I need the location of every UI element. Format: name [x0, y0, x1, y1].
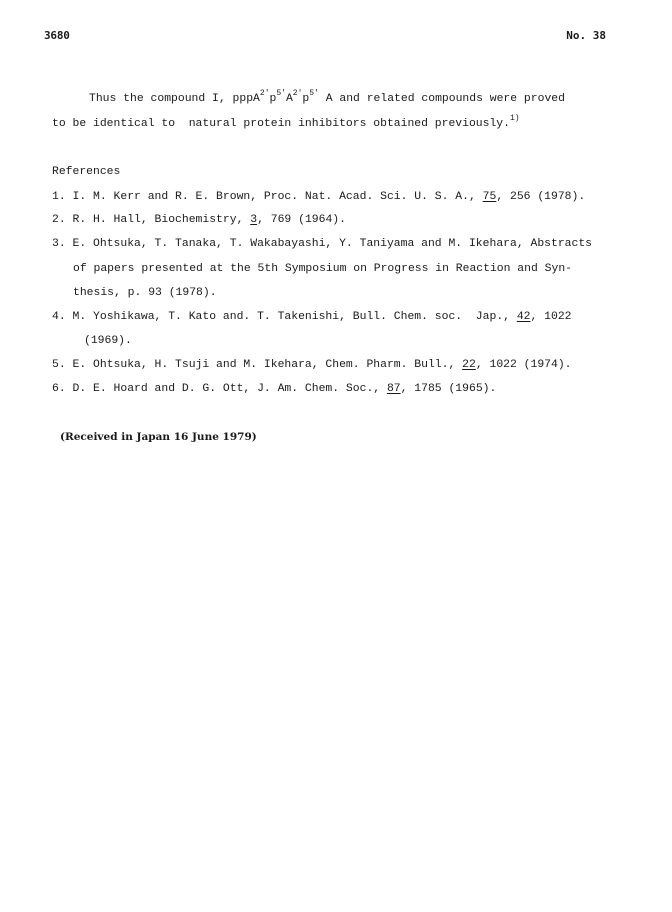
superscript: 2' [259, 89, 270, 98]
reference-item [52, 358, 572, 372]
superscript: 2' [292, 89, 303, 98]
reference-marker: 1) [509, 114, 520, 123]
paragraph-text: p [302, 93, 310, 105]
reference-text: D. E. Hoard and D. G. Ott, J. Am. Chem. Soc., [72, 383, 387, 395]
paragraph-line-2 [52, 114, 520, 131]
reference-volume: 42 [516, 311, 531, 323]
paragraph-line-1 [89, 89, 565, 106]
reference-item [52, 382, 496, 396]
paragraph-text: p [269, 93, 277, 105]
reference-text: , 1022 [530, 311, 572, 323]
reference-text: , 1785 (1965). [400, 383, 497, 395]
issue-number: No. 38 [566, 29, 606, 42]
reference-number: 4. [52, 311, 66, 323]
reference-volume: 3 [250, 214, 258, 226]
reference-text: E. Ohtsuka, T. Tanaka, T. Wakabayashi, Y. Taniyama and M. Ikehara, Abstracts [72, 238, 593, 250]
reference-item-continuation: of papers presented at the 5th Symposium on Progress in Reaction and Syn- [73, 263, 572, 275]
reference-number: 6. [52, 383, 66, 395]
reference-text: , 1022 (1974). [475, 359, 572, 371]
reference-text: I. M. Kerr and R. E. Brown, Proc. Nat. Acad. Sci. U. S. A., [72, 191, 483, 203]
references-heading: References [52, 166, 121, 178]
reference-text: R. H. Hall, Biochemistry, [72, 214, 251, 226]
reference-item [52, 190, 585, 204]
reference-number: 1. [52, 191, 66, 203]
paragraph-text: A [285, 93, 293, 105]
reference-item-continuation: thesis, p. 93 (1978). [73, 287, 217, 299]
reference-item [52, 310, 572, 324]
reference-number: 5. [52, 359, 66, 371]
superscript: 5' [309, 89, 319, 98]
reference-text: E. Ohtsuka, H. Tsuji and M. Ikehara, Chem. Pharm. Bull., [72, 359, 463, 371]
paragraph-text: to be identical to natural protein inhibitors obtained previously. [52, 118, 510, 130]
received-date: (Received in Japan 16 June 1979) [60, 431, 257, 443]
reference-volume: 22 [462, 359, 476, 371]
paragraph-text: Thus the compound I, pppA [89, 93, 260, 105]
reference-number: 3. [52, 238, 66, 250]
reference-item-continuation: (1969). [84, 335, 132, 347]
reference-text: , 256 (1978). [496, 191, 586, 203]
reference-item [52, 237, 592, 251]
reference-text: M. Yoshikawa, T. Kato and. T. Takenishi, Bull. Chem. soc. Jap., [72, 311, 517, 323]
page-number: 3680 [44, 29, 70, 42]
reference-volume: 87 [386, 383, 401, 395]
superscript: 5' [276, 89, 286, 98]
paragraph-text: A and related compounds were proved [325, 93, 565, 105]
reference-item [52, 213, 346, 227]
reference-volume: 75 [482, 191, 497, 203]
reference-text: , 769 (1964). [257, 214, 346, 226]
reference-number: 2. [52, 214, 66, 226]
